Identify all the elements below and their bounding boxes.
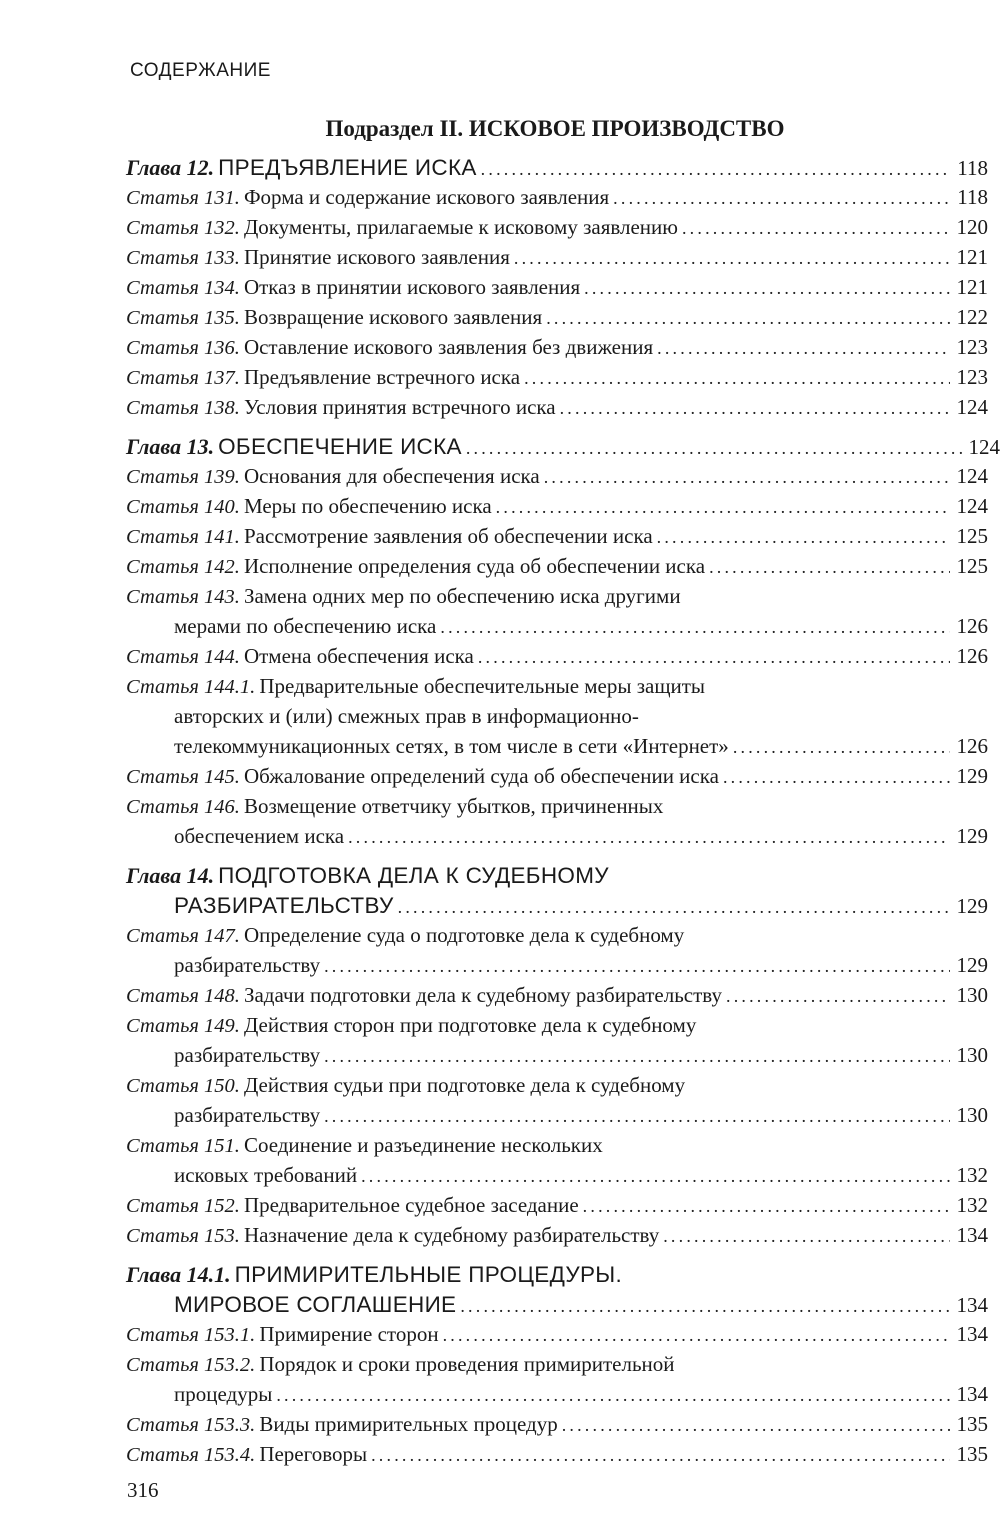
article-label: Статья 146. <box>126 796 240 818</box>
article-title: телекоммуникационных сетях, в том числе в сети «Интернет» <box>174 734 729 758</box>
article-label: Статья 153.2. <box>126 1354 256 1376</box>
article-page-number: 129 <box>956 764 988 788</box>
article-title: Виды примирительных процедур <box>259 1412 558 1436</box>
subsection-title: Подраздел II. ИСКОВОЕ ПРОИЗВОДСТВО <box>325 116 785 141</box>
toc-entry-line <box>126 464 988 494</box>
article-title: Порядок и сроки проведения примирительной <box>259 1352 675 1376</box>
dot-leader <box>456 1296 950 1317</box>
toc-entry-line <box>126 1013 988 1043</box>
article-label: Статья 140. <box>126 496 240 518</box>
article-label: Статья 148. <box>126 985 240 1007</box>
article-title: Документы, прилагаемые к исковому заявлению <box>243 215 678 239</box>
article-page-number: 123 <box>956 365 988 389</box>
toc-entry-line <box>126 824 988 854</box>
toc-entry-line <box>126 983 988 1013</box>
article-page-number: 126 <box>956 644 988 668</box>
dot-leader <box>729 737 950 758</box>
article-label: Статья 153.4. <box>126 1444 256 1466</box>
article-page-number: 126 <box>956 614 988 638</box>
article-title: Переговоры <box>259 1442 368 1466</box>
article-page-number: 134 <box>956 1223 988 1247</box>
dot-leader <box>394 897 950 918</box>
article-title: Исполнение определения суда об обеспечении иска <box>243 554 706 578</box>
chapter-page-number: 134 <box>956 1293 988 1317</box>
dot-leader <box>344 827 950 848</box>
toc-entry-line <box>126 1103 988 1133</box>
toc-entry-line <box>126 704 988 734</box>
article-title: Возмещение ответчику убытков, причиненных <box>243 794 664 818</box>
article-page-number: 135 <box>956 1412 988 1436</box>
article-label: Статья 137. <box>126 367 240 389</box>
article-title: Замена одних мер по обеспечению иска другими <box>243 584 681 608</box>
article-page-number: 129 <box>956 824 988 848</box>
article-title: Примирение сторон <box>259 1322 439 1346</box>
article-title: Предварительное судебное заседание <box>243 1193 579 1217</box>
article-title: Отмена обеспечения иска <box>243 644 474 668</box>
article-title: Основания для обеспечения иска <box>243 464 540 488</box>
dot-leader <box>609 188 950 209</box>
article-title: Определение суда о подготовке дела к судебному <box>243 923 685 947</box>
running-head: СОДЕРЖАНИЕ <box>130 60 271 81</box>
toc-entry-line <box>126 614 988 644</box>
article-page-number: 130 <box>956 1103 988 1127</box>
dot-leader <box>320 1106 950 1127</box>
dot-leader <box>367 1445 950 1466</box>
toc-entry-line <box>126 494 988 524</box>
article-title: разбирательству <box>174 1103 321 1127</box>
toc-entry-line <box>126 1193 988 1223</box>
dot-leader <box>678 218 950 239</box>
article-page-number: 118 <box>957 185 988 209</box>
article-label: Статья 131. <box>126 187 240 209</box>
chapter-block <box>126 1262 988 1472</box>
toc-entry-line <box>126 275 988 305</box>
chapter-heading-line <box>126 1292 988 1322</box>
article-page-number: 125 <box>956 554 988 578</box>
article-label: Статья 136. <box>126 337 240 359</box>
chapter-title: МИРОВОЕ СОГЛАШЕНИЕ <box>174 1292 457 1317</box>
article-title: Принятие искового заявления <box>243 245 510 269</box>
chapter-title: РАЗБИРАТЕЛЬСТВУ <box>174 893 394 918</box>
chapter-page-number: 129 <box>956 894 988 918</box>
article-label: Статья 150. <box>126 1075 240 1097</box>
dot-leader <box>722 986 950 1007</box>
article-label: Статья 143. <box>126 586 240 608</box>
dot-leader <box>320 1046 950 1067</box>
toc-entry-line <box>126 305 988 335</box>
chapter-heading-line <box>126 434 1000 464</box>
chapter-block <box>126 863 988 1253</box>
dot-leader <box>474 647 950 668</box>
dot-leader <box>705 557 950 578</box>
dot-leader <box>659 1226 950 1247</box>
article-title: Рассмотрение заявления об обеспечении иска <box>243 524 653 548</box>
article-label: Статья 152. <box>126 1195 240 1217</box>
toc-entry-line <box>126 953 988 983</box>
dot-leader <box>510 248 950 269</box>
dot-leader <box>492 497 950 518</box>
article-label: Статья 147. <box>126 925 240 947</box>
article-page-number: 121 <box>956 245 988 269</box>
article-page-number: 125 <box>956 524 988 548</box>
article-page-number: 124 <box>956 395 988 419</box>
article-title: Задачи подготовки дела к судебному разбирательству <box>243 983 722 1007</box>
toc-entry-line <box>126 185 988 215</box>
toc-entry-line <box>126 215 988 245</box>
article-title: разбирательству <box>174 1043 321 1067</box>
chapter-label: Глава 12. <box>126 155 215 180</box>
article-title: Меры по обеспечению иска <box>243 494 492 518</box>
article-page-number: 132 <box>956 1163 988 1187</box>
article-label: Статья 144.1. <box>126 676 256 698</box>
article-title: Отказ в принятии искового заявления <box>243 275 581 299</box>
dot-leader <box>272 1385 950 1406</box>
toc-entry-line <box>126 1223 988 1253</box>
dot-leader <box>357 1166 950 1187</box>
toc-entry-line <box>126 245 988 275</box>
page-number: 316 <box>127 1478 159 1502</box>
chapter-title: ПРЕДЪЯВЛЕНИЕ ИСКА <box>218 155 477 180</box>
toc-entry-line <box>126 794 988 824</box>
article-title: Условия принятия встречного иска <box>243 395 556 419</box>
article-label: Статья 132. <box>126 217 240 239</box>
article-label: Статья 141. <box>126 526 240 548</box>
article-page-number: 122 <box>956 305 988 329</box>
dot-leader <box>542 308 950 329</box>
article-label: Статья 153.3. <box>126 1414 256 1436</box>
toc-entry-line <box>126 365 988 395</box>
article-page-number: 134 <box>956 1382 988 1406</box>
article-label: Статья 139. <box>126 466 240 488</box>
article-label: Статья 153.1. <box>126 1324 256 1346</box>
article-label: Статья 144. <box>126 646 240 668</box>
chapter-page-number: 118 <box>957 156 988 180</box>
dot-leader <box>320 956 950 977</box>
article-title: мерами по обеспечению иска <box>174 614 437 638</box>
article-page-number: 121 <box>956 275 988 299</box>
chapter-block <box>126 155 988 425</box>
chapter-page-number: 124 <box>968 435 1000 459</box>
article-page-number: 123 <box>956 335 988 359</box>
toc-entry-line <box>126 584 988 614</box>
article-page-number: 132 <box>956 1193 988 1217</box>
chapter-heading-line <box>126 155 988 185</box>
chapter-label: Глава 14. <box>126 863 215 888</box>
article-label: Статья 134. <box>126 277 240 299</box>
article-title: Действия судьи при подготовке дела к судебному <box>243 1073 686 1097</box>
dot-leader <box>580 278 950 299</box>
article-title: Возвращение искового заявления <box>243 305 543 329</box>
article-title: Обжалование определений суда об обеспечении иска <box>243 764 719 788</box>
article-label: Статья 151. <box>126 1135 240 1157</box>
toc-entry-line <box>126 1382 988 1412</box>
article-label: Статья 142. <box>126 556 240 578</box>
article-label: Статья 138. <box>126 397 240 419</box>
dot-leader <box>436 617 950 638</box>
table-of-contents <box>126 155 1000 1472</box>
article-title: Соединение и разъединение нескольких <box>243 1133 603 1157</box>
article-page-number: 135 <box>956 1442 988 1466</box>
article-title: процедуры <box>174 1382 273 1406</box>
toc-entry-line <box>126 1442 988 1472</box>
article-page-number: 130 <box>956 983 988 1007</box>
chapter-title: ПОДГОТОВКА ДЕЛА К СУДЕБНОМУ <box>218 863 609 888</box>
article-label: Статья 145. <box>126 766 240 788</box>
article-title: обеспечением иска <box>174 824 345 848</box>
article-title: Оставление искового заявления без движения <box>243 335 654 359</box>
dot-leader <box>653 338 950 359</box>
article-page-number: 129 <box>956 953 988 977</box>
dot-leader <box>558 1415 950 1436</box>
article-title: Действия сторон при подготовке дела к судебному <box>243 1013 697 1037</box>
article-title: Предъявление встречного иска <box>243 365 521 389</box>
article-page-number: 126 <box>956 734 988 758</box>
article-title: Предварительные обеспечительные меры защиты <box>259 674 706 698</box>
dot-leader <box>477 159 950 180</box>
chapter-heading-line <box>126 893 988 923</box>
dot-leader <box>556 398 950 419</box>
article-label: Статья 149. <box>126 1015 240 1037</box>
toc-entry-line <box>126 1073 988 1103</box>
toc-entry-line <box>126 734 988 764</box>
toc-entry-line <box>126 923 988 953</box>
chapter-title: ОБЕСПЕЧЕНИЕ ИСКА <box>218 434 462 459</box>
toc-entry-line <box>126 395 988 425</box>
toc-entry-line <box>126 1412 988 1442</box>
dot-leader <box>462 438 962 459</box>
article-label: Статья 153. <box>126 1225 240 1247</box>
article-label: Статья 135. <box>126 307 240 329</box>
chapter-heading-line <box>126 863 988 893</box>
toc-entry-line <box>126 554 988 584</box>
article-label: Статья 133. <box>126 247 240 269</box>
chapter-label: Глава 14.1. <box>126 1262 231 1287</box>
dot-leader <box>719 767 950 788</box>
article-title: авторских и (или) смежных прав в информационно- <box>174 704 639 728</box>
article-page-number: 124 <box>956 464 988 488</box>
dot-leader <box>540 467 950 488</box>
article-page-number: 130 <box>956 1043 988 1067</box>
article-page-number: 120 <box>956 215 988 239</box>
dot-leader <box>653 527 950 548</box>
toc-entry-line <box>126 1043 988 1073</box>
dot-leader <box>579 1196 950 1217</box>
chapter-heading-line <box>126 1262 988 1292</box>
toc-entry-line <box>126 1352 988 1382</box>
toc-entry-line <box>126 644 988 674</box>
article-page-number: 134 <box>956 1322 988 1346</box>
article-title: Назначение дела к судебному разбирательству <box>243 1223 660 1247</box>
toc-entry-line <box>126 764 988 794</box>
chapter-title: ПРИМИРИТЕЛЬНЫЕ ПРОЦЕДУРЫ. <box>234 1262 623 1287</box>
toc-entry-line <box>126 524 988 554</box>
dot-leader <box>520 368 950 389</box>
toc-entry-line <box>126 335 988 365</box>
toc-entry-line <box>126 1163 988 1193</box>
toc-entry-line <box>126 1133 988 1163</box>
toc-entry-line <box>126 1322 988 1352</box>
article-title: исковых требований <box>174 1163 358 1187</box>
dot-leader <box>439 1325 950 1346</box>
chapter-block <box>126 434 1000 854</box>
article-title: разбирательству <box>174 953 321 977</box>
toc-entry-line <box>126 674 988 704</box>
article-title: Форма и содержание искового заявления <box>243 185 610 209</box>
article-page-number: 124 <box>956 494 988 518</box>
chapter-label: Глава 13. <box>126 434 215 459</box>
